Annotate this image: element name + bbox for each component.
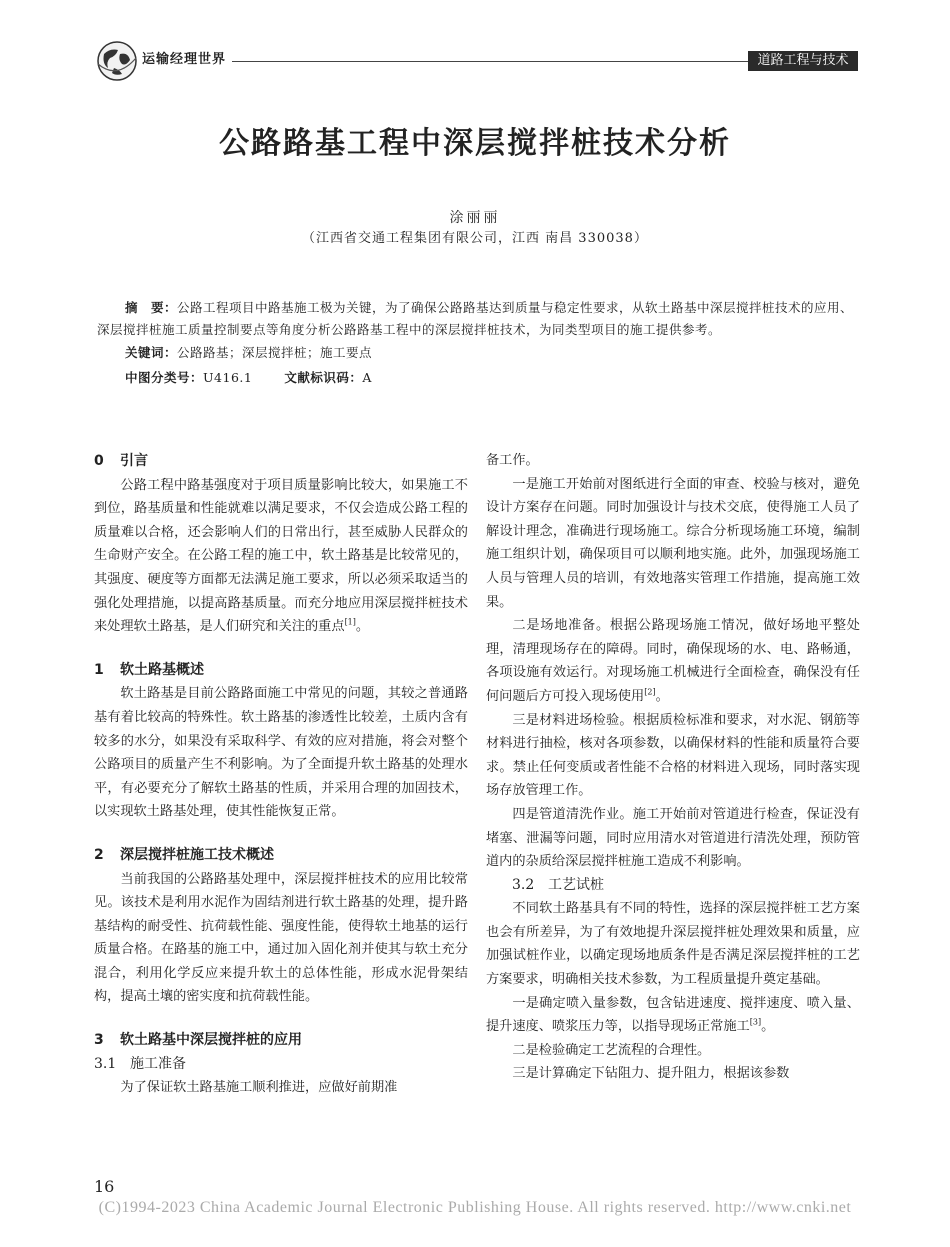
paragraph: 不同软土路基具有不同的特性，选择的深层搅拌桩工艺方案也会有所差异，为了有效地提升深层搅拌桩处理效果和质量，应加强试桩作业，以确定现场地质条件是否满足深层搅拌桩的工艺方案要求，明确相关技术参数，为工程质量提升奠定基础。 [486,901,860,988]
subsection-title: 工艺试桩 [548,876,604,893]
citation: [3] [749,1017,762,1027]
classification [125,368,372,386]
section-tag: 道路工程与技术 [748,51,858,71]
paragraph [94,474,468,639]
copyright-footer: (C)1994-2023 China Academic Journal Electronic Publishing House. All rights reserved. http://www.cnki.net [98,1199,852,1216]
section-title: 引言 [120,453,148,469]
paragraph: 当前我国的公路路基处理中，深层搅拌桩技术的应用比较常见。该技术是利用水泥作为固结剂进行软土路基的处理，提升路基结构的耐受性、抗荷载性能、强度性能，使得软土地基的运行质量合格。在路基的施工中，通过加入固化剂并使其与软土充分混合，利用化学反应来提升软土的总体性能，形成水泥骨架结构，提高土壤的密实度和抗荷载性能。 [94,871,468,1005]
doc-code-value: A [362,370,372,385]
section-title: 深层搅拌桩施工技术概述 [120,846,274,863]
paragraph-end: 。 [761,1019,775,1035]
subsection-number: 3.2 [512,876,535,893]
doc-code-label: 文献标识码： [284,370,363,385]
citation: [1] [344,617,356,627]
clc-label: 中图分类号： [125,370,204,385]
author-affiliation: （江西省交通工程集团有限公司，江西 南昌 330038） [302,231,648,246]
paragraph-text: 二是场地准备。根据公路现场施工情况，做好场地平整处理，清理现场存在的障碍。同时，确保现场的水、电、路畅通，各项设施有效运行。对现场施工机械进行全面检查，确保没有任何问题后方可投入现场使用 [486,618,860,704]
paragraph-end: 。 [355,619,370,635]
right-column [486,449,860,1086]
paragraph-text: 公路工程中路基强度对于项目质量影响比较大，如果施工不到位，路基质量和性能就难以满足要求，不仅会造成公路工程的质量难以合格，还会影响人们的日常出行，甚至威胁人民群众的生命财产安全。在公路工程的施工中，软土路基是比较常见的，其强度、硬度等方面都无法满足施工要求，所以必须采取适当的强化处理措施，以提高路基质量。而充分地应用深层搅拌桩技术来处理软土路基，是人们研究和关注的重点 [94,477,468,635]
paragraph: 二是检验确定工艺流程的合理性。 [512,1042,711,1058]
abstract [97,297,863,341]
section-number: 2 [94,846,104,863]
paragraph: 备工作。 [486,453,539,468]
page-number: 16 [94,1177,115,1196]
paragraph [486,992,860,1039]
paragraph-end: 。 [655,688,669,704]
subsection-heading [486,874,860,898]
journal-name: 运输经理世界 [142,52,227,67]
section-number: 3 [94,1032,104,1049]
section-heading [94,1029,468,1053]
section-number: 0 [94,453,104,469]
section-title: 软土路基概述 [120,661,204,678]
section-heading [94,450,468,474]
section-title: 软土路基中深层搅拌桩的应用 [120,1032,302,1049]
author-name: 涂丽丽 [449,210,501,226]
paragraph: 三是计算确定下钻阻力、提升阻力，根据该参数 [512,1066,790,1082]
journal-logo-icon [96,40,138,82]
keywords [125,343,372,361]
paragraph: 软土路基是目前公路路面施工中常见的问题，其较之普通路基有着比较高的特殊性。软土路基的渗透性比较差，土质内含有较多的水分，如果没有采取科学、有效的应对措施，将会对整个公路项目的质量产生不利影响。为了全面提升软土路基的处理水平，有必要充分了解软土路基的性质，并采用合理的加固技术，以实现软土路基处理，使其性能恢复正常。 [94,686,468,820]
paragraph-text: 一是确定喷入量参数，包含钻进速度、搅拌速度、喷入量、提升速度、喷浆压力等，以指导现场正常施工 [486,995,860,1035]
paragraph: 为了保证软土路基施工顺利推进，应做好前期准 [120,1080,398,1096]
section-heading [94,659,468,683]
left-column [94,440,468,1100]
keywords-label: 关键词： [125,345,178,360]
subsection-heading [94,1053,468,1077]
paragraph: 三是材料进场检验。根据质检标准和要求，对水泥、钢筋等材料进行抽检，核对各项参数，以确保材料的性能和质量符合要求。禁止任何变质或者性能不合格的材料进入现场，同时落实现场存放管理工作。 [486,712,860,799]
keywords-text: 公路路基；深层搅拌桩；施工要点 [177,345,373,360]
subsection-number: 3.1 [94,1055,117,1072]
section-heading [94,844,468,868]
paragraph: 一是施工开始前对图纸进行全面的审查、校验与核对，避免设计方案存在问题。同时加强设计与技术交底，使得施工人员了解设计理念，准确进行现场施工。综合分析现场施工环境，编制施工组织计划，确保项目可以顺利地实施。此外，加强现场施工人员与管理人员的培训，有效地落实管理工作措施，提高施工效果。 [486,476,860,610]
paragraph: 四是管道清洗作业。施工开始前对管道进行检查，保证没有堵塞、泄漏等问题，同时应用清水对管道进行清洗处理，预防管道内的杂质给深层搅拌桩施工造成不利影响。 [486,806,860,870]
clc-value: U416.1 [203,370,253,385]
section-number: 1 [94,661,104,678]
abstract-text: 公路工程项目中路基施工极为关键，为了确保公路路基达到质量与稳定性要求，从软土路基中深层搅拌桩技术的应用、深层搅拌桩施工质量控制要点等角度分析公路路基工程中的深层搅拌桩技术，为同类型项目的施工提供参考。 [97,300,854,337]
citation: [2] [644,687,656,697]
subsection-title: 施工准备 [130,1055,186,1072]
abstract-label: 摘 要： [125,300,178,315]
paper-title: 公路路基工程中深层搅拌桩技术分析 [219,126,731,161]
paragraph [486,614,860,708]
header-rule [232,61,748,62]
